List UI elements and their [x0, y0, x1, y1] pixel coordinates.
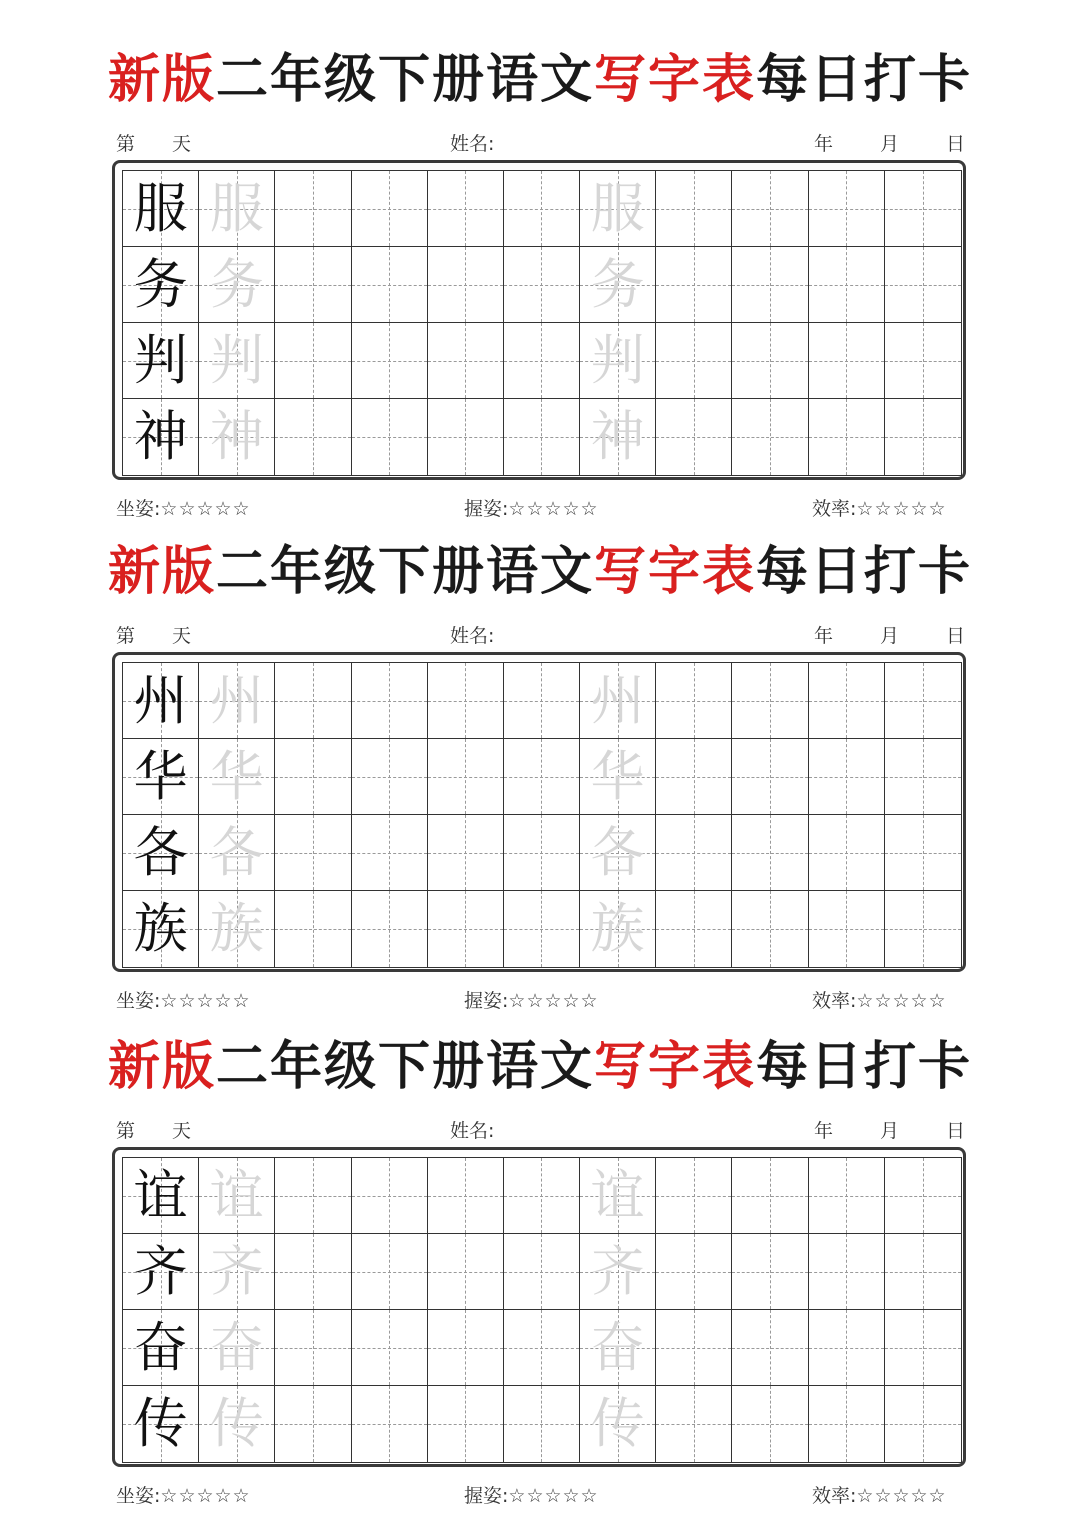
- name-label: 姓名:: [450, 625, 495, 647]
- grid-cell[interactable]: [352, 1386, 428, 1462]
- grid-cell[interactable]: [199, 171, 275, 247]
- posture-stars[interactable]: ☆☆☆☆☆: [160, 498, 251, 520]
- writing-grid-frame: [112, 652, 966, 972]
- grid-cell[interactable]: [732, 1158, 808, 1234]
- grid-cell[interactable]: [885, 1386, 961, 1462]
- grid-cell[interactable]: [885, 739, 961, 815]
- grid-cell[interactable]: [504, 663, 580, 739]
- grid-cell[interactable]: [123, 1234, 199, 1310]
- sheet-title: [90, 50, 990, 110]
- month-label: 月: [880, 133, 900, 155]
- grip-label: 握姿:: [464, 1485, 509, 1507]
- grid-cell[interactable]: [656, 171, 732, 247]
- grid-cell[interactable]: [504, 1234, 580, 1310]
- grid-cell[interactable]: [885, 1310, 961, 1386]
- grid-cell[interactable]: [885, 323, 961, 399]
- grid-cell[interactable]: [732, 1234, 808, 1310]
- grid-cell[interactable]: [123, 891, 199, 967]
- trace-character: 谊: [209, 1163, 264, 1227]
- trace-character: 各: [209, 820, 264, 884]
- year-label: 年: [814, 133, 834, 155]
- grid-cell[interactable]: [580, 1234, 656, 1310]
- model-character: 族: [133, 897, 188, 960]
- grid-cell[interactable]: [580, 171, 656, 247]
- grid-cell[interactable]: [580, 663, 656, 739]
- grid-cell[interactable]: [428, 739, 504, 815]
- trace-character: 谊: [590, 1163, 645, 1227]
- grid-cell[interactable]: [580, 1158, 656, 1234]
- grid-cell[interactable]: [504, 1310, 580, 1386]
- grip-label: 握姿:: [464, 990, 509, 1012]
- title-new-edition: 新版: [107, 1036, 216, 1097]
- efficiency-label: 效率:: [812, 498, 857, 520]
- grid-cell[interactable]: [809, 891, 885, 967]
- grid-cell[interactable]: [199, 1310, 275, 1386]
- grid-cell[interactable]: [275, 323, 351, 399]
- trace-character: 服: [209, 176, 264, 240]
- title-grade-subject: 二年级下册语文: [215, 541, 594, 602]
- grid-cell[interactable]: [656, 1158, 732, 1234]
- model-character: 州: [133, 668, 188, 732]
- model-character: 神: [133, 405, 188, 468]
- writing-grid: [122, 662, 962, 968]
- model-character: 务: [133, 252, 188, 316]
- grid-cell[interactable]: [275, 247, 351, 323]
- trace-character: 华: [209, 744, 264, 808]
- grid-cell[interactable]: [428, 247, 504, 323]
- grid-cell[interactable]: [275, 1386, 351, 1462]
- grid-cell[interactable]: [352, 399, 428, 475]
- grid-cell[interactable]: [732, 399, 808, 475]
- grid-cell[interactable]: [656, 247, 732, 323]
- title-new-edition: 新版: [107, 541, 216, 602]
- writing-grid-frame: [112, 160, 966, 480]
- day-prefix: 第: [116, 1120, 136, 1142]
- grid-cell[interactable]: [352, 171, 428, 247]
- trace-character: 判: [590, 328, 645, 392]
- grid-cell[interactable]: [199, 1234, 275, 1310]
- trace-character: 传: [209, 1392, 264, 1455]
- grid-cell[interactable]: [656, 1234, 732, 1310]
- grid-cell[interactable]: [275, 1158, 351, 1234]
- grid-cell[interactable]: [656, 739, 732, 815]
- grid-cell[interactable]: [580, 815, 656, 891]
- title-grade-subject: 二年级下册语文: [215, 1036, 594, 1097]
- trace-character: 华: [590, 744, 645, 808]
- grid-cell[interactable]: [428, 1310, 504, 1386]
- grid-cell[interactable]: [352, 891, 428, 967]
- efficiency-stars[interactable]: ☆☆☆☆☆: [856, 990, 947, 1012]
- grid-cell[interactable]: [352, 323, 428, 399]
- grid-cell[interactable]: [656, 815, 732, 891]
- trace-character: 族: [590, 897, 645, 960]
- title-grade-subject: 二年级下册语文: [215, 49, 594, 110]
- grid-cell[interactable]: [275, 1234, 351, 1310]
- efficiency-stars[interactable]: ☆☆☆☆☆: [856, 498, 947, 520]
- rating-row: [116, 497, 966, 521]
- grid-cell[interactable]: [580, 739, 656, 815]
- grid-cell[interactable]: [352, 247, 428, 323]
- title-writing-table: 写字表: [594, 1036, 757, 1097]
- grid-cell[interactable]: [428, 399, 504, 475]
- posture-stars[interactable]: ☆☆☆☆☆: [160, 1485, 251, 1507]
- grid-cell[interactable]: [885, 815, 961, 891]
- header-row: [116, 1119, 966, 1143]
- name-label: 姓名:: [450, 1120, 495, 1142]
- header-row: [116, 624, 966, 648]
- grid-cell[interactable]: [199, 247, 275, 323]
- model-character: 传: [133, 1392, 188, 1455]
- writing-grid-frame: [112, 1147, 966, 1467]
- grid-cell[interactable]: [809, 323, 885, 399]
- grid-cell[interactable]: [504, 171, 580, 247]
- grid-cell[interactable]: [732, 247, 808, 323]
- grid-cell[interactable]: [352, 1234, 428, 1310]
- grid-cell[interactable]: [504, 739, 580, 815]
- grid-cell[interactable]: [428, 1158, 504, 1234]
- model-character: 谊: [133, 1163, 188, 1227]
- grid-cell[interactable]: [504, 247, 580, 323]
- grid-cell[interactable]: [352, 663, 428, 739]
- grid-cell[interactable]: [199, 815, 275, 891]
- efficiency-stars[interactable]: ☆☆☆☆☆: [856, 1485, 947, 1507]
- model-character: 服: [133, 176, 188, 240]
- grid-cell[interactable]: [199, 323, 275, 399]
- grid-cell[interactable]: [123, 1310, 199, 1386]
- grid-cell[interactable]: [885, 891, 961, 967]
- day-suffix: 天: [172, 133, 192, 155]
- trace-character: 神: [209, 405, 264, 468]
- trace-character: 族: [209, 897, 264, 960]
- trace-character: 务: [209, 252, 264, 316]
- grid-cell[interactable]: [352, 739, 428, 815]
- grid-cell[interactable]: [428, 891, 504, 967]
- model-character: 判: [133, 328, 188, 392]
- grid-cell[interactable]: [732, 1310, 808, 1386]
- sheet-title: [90, 1037, 990, 1097]
- grip-stars[interactable]: ☆☆☆☆☆: [508, 1485, 599, 1507]
- grid-cell[interactable]: [809, 171, 885, 247]
- grid-cell[interactable]: [275, 663, 351, 739]
- efficiency-label: 效率:: [812, 990, 857, 1012]
- grid-cell[interactable]: [352, 815, 428, 891]
- grid-cell[interactable]: [123, 1158, 199, 1234]
- grid-cell[interactable]: [199, 1386, 275, 1462]
- grid-cell[interactable]: [199, 663, 275, 739]
- date-label: 日: [946, 133, 966, 155]
- month-label: 月: [880, 625, 900, 647]
- grid-cell[interactable]: [123, 815, 199, 891]
- grid-cell[interactable]: [885, 1158, 961, 1234]
- grid-cell[interactable]: [809, 399, 885, 475]
- model-character: 各: [133, 820, 188, 884]
- day-prefix: 第: [116, 625, 136, 647]
- grid-cell[interactable]: [275, 399, 351, 475]
- grid-cell[interactable]: [123, 739, 199, 815]
- grid-cell[interactable]: [199, 1158, 275, 1234]
- title-writing-table: 写字表: [594, 49, 757, 110]
- efficiency-label: 效率:: [812, 1485, 857, 1507]
- trace-character: 州: [209, 668, 264, 732]
- grid-cell[interactable]: [580, 323, 656, 399]
- grid-cell[interactable]: [656, 1386, 732, 1462]
- writing-grid: [122, 170, 962, 476]
- grid-cell[interactable]: [656, 323, 732, 399]
- title-daily-checkin: 每日打卡: [756, 1036, 973, 1097]
- grid-cell[interactable]: [809, 1386, 885, 1462]
- grid-cell[interactable]: [580, 1310, 656, 1386]
- trace-character: 奋: [590, 1315, 645, 1379]
- grid-cell[interactable]: [809, 739, 885, 815]
- grid-cell[interactable]: [123, 323, 199, 399]
- grid-cell[interactable]: [428, 1234, 504, 1310]
- grip-stars[interactable]: ☆☆☆☆☆: [508, 990, 599, 1012]
- grid-cell[interactable]: [732, 323, 808, 399]
- grid-cell[interactable]: [809, 1158, 885, 1234]
- practice-sheet-2: [0, 532, 1080, 1032]
- grid-cell[interactable]: [809, 815, 885, 891]
- grid-cell[interactable]: [580, 1386, 656, 1462]
- grid-cell[interactable]: [504, 891, 580, 967]
- grid-cell[interactable]: [732, 739, 808, 815]
- grid-cell[interactable]: [656, 1310, 732, 1386]
- grid-cell[interactable]: [732, 663, 808, 739]
- name-label: 姓名:: [450, 133, 495, 155]
- grid-cell[interactable]: [275, 171, 351, 247]
- grid-cell[interactable]: [504, 399, 580, 475]
- trace-character: 奋: [209, 1315, 264, 1379]
- model-character: 齐: [133, 1239, 188, 1303]
- posture-stars[interactable]: ☆☆☆☆☆: [160, 990, 251, 1012]
- grid-cell[interactable]: [885, 399, 961, 475]
- grid-cell[interactable]: [504, 815, 580, 891]
- trace-character: 判: [209, 328, 264, 392]
- grid-cell[interactable]: [123, 663, 199, 739]
- practice-sheet-1: [0, 40, 1080, 540]
- trace-character: 各: [590, 820, 645, 884]
- grid-cell[interactable]: [504, 1386, 580, 1462]
- title-daily-checkin: 每日打卡: [756, 541, 973, 602]
- year-label: 年: [814, 1120, 834, 1142]
- grid-cell[interactable]: [275, 1310, 351, 1386]
- grid-cell[interactable]: [580, 399, 656, 475]
- date-label: 日: [946, 625, 966, 647]
- grid-cell[interactable]: [732, 171, 808, 247]
- posture-label: 坐姿:: [116, 1485, 161, 1507]
- grid-cell[interactable]: [885, 171, 961, 247]
- grid-cell[interactable]: [656, 891, 732, 967]
- grid-cell[interactable]: [885, 663, 961, 739]
- model-character: 奋: [133, 1315, 188, 1379]
- grid-cell[interactable]: [428, 663, 504, 739]
- rating-row: [116, 989, 966, 1013]
- rating-row: [116, 1484, 966, 1508]
- trace-character: 州: [590, 668, 645, 732]
- grid-cell[interactable]: [352, 1310, 428, 1386]
- grid-cell[interactable]: [656, 663, 732, 739]
- grid-cell[interactable]: [580, 891, 656, 967]
- grid-cell[interactable]: [428, 1386, 504, 1462]
- grid-cell[interactable]: [732, 891, 808, 967]
- grid-cell[interactable]: [199, 399, 275, 475]
- grid-cell[interactable]: [352, 1158, 428, 1234]
- grid-cell[interactable]: [123, 399, 199, 475]
- grid-cell[interactable]: [656, 399, 732, 475]
- grid-cell[interactable]: [428, 323, 504, 399]
- title-new-edition: 新版: [107, 49, 216, 110]
- grid-cell[interactable]: [732, 1386, 808, 1462]
- grid-cell[interactable]: [199, 739, 275, 815]
- grid-cell[interactable]: [428, 171, 504, 247]
- grid-cell[interactable]: [580, 247, 656, 323]
- grip-stars[interactable]: ☆☆☆☆☆: [508, 498, 599, 520]
- sheet-title: [90, 542, 990, 602]
- title-writing-table: 写字表: [594, 541, 757, 602]
- grid-cell[interactable]: [885, 247, 961, 323]
- grid-cell[interactable]: [809, 1310, 885, 1386]
- trace-character: 传: [590, 1392, 645, 1455]
- posture-label: 坐姿:: [116, 990, 161, 1012]
- trace-character: 齐: [209, 1239, 264, 1303]
- writing-grid: [122, 1157, 962, 1463]
- date-label: 日: [946, 1120, 966, 1142]
- grid-cell[interactable]: [123, 1386, 199, 1462]
- model-character: 华: [133, 744, 188, 808]
- grid-cell[interactable]: [123, 247, 199, 323]
- day-prefix: 第: [116, 133, 136, 155]
- title-daily-checkin: 每日打卡: [756, 49, 973, 110]
- grid-cell[interactable]: [504, 1158, 580, 1234]
- grid-cell[interactable]: [885, 1234, 961, 1310]
- grid-cell[interactable]: [809, 247, 885, 323]
- trace-character: 齐: [590, 1239, 645, 1303]
- day-suffix: 天: [172, 1120, 192, 1142]
- month-label: 月: [880, 1120, 900, 1142]
- practice-sheet-3: [0, 1027, 1080, 1527]
- grid-cell[interactable]: [428, 815, 504, 891]
- grid-cell[interactable]: [732, 815, 808, 891]
- year-label: 年: [814, 625, 834, 647]
- grid-cell[interactable]: [123, 171, 199, 247]
- day-suffix: 天: [172, 625, 192, 647]
- grid-cell[interactable]: [275, 815, 351, 891]
- trace-character: 服: [590, 176, 645, 240]
- trace-character: 务: [590, 252, 645, 316]
- trace-character: 神: [590, 405, 645, 468]
- grid-cell[interactable]: [199, 891, 275, 967]
- grid-cell[interactable]: [809, 1234, 885, 1310]
- grid-cell[interactable]: [275, 891, 351, 967]
- grid-cell[interactable]: [504, 323, 580, 399]
- grip-label: 握姿:: [464, 498, 509, 520]
- header-row: [116, 132, 966, 156]
- grid-cell[interactable]: [809, 663, 885, 739]
- grid-cell[interactable]: [275, 739, 351, 815]
- posture-label: 坐姿:: [116, 498, 161, 520]
